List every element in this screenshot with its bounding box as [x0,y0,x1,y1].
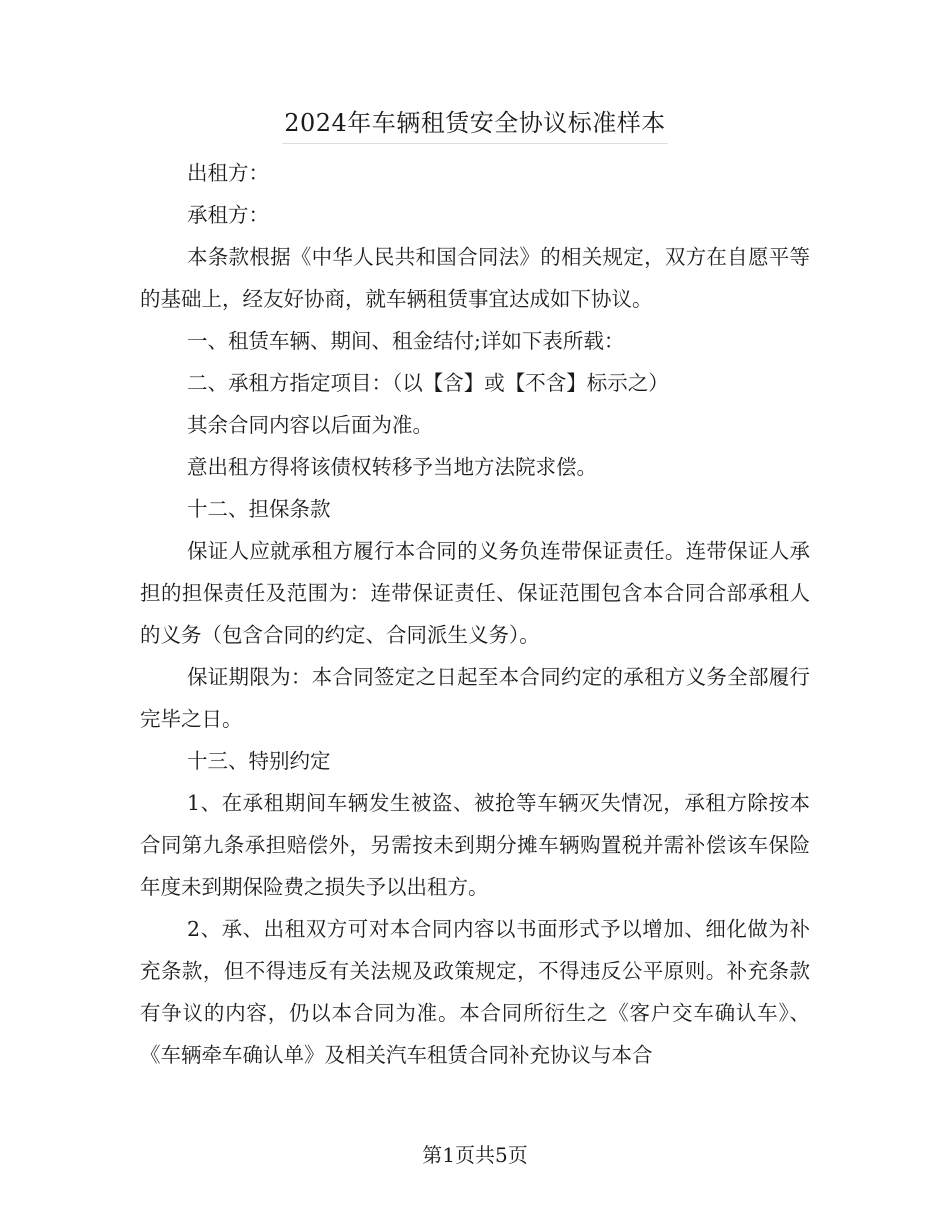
paragraph-guarantee: 保证人应就承租方履行本合同的义务负连带保证责任。连带保证人承担的担保责任及范围为：连带保证责任、保证范围包含本合同合部承租人的义务（包含合同的约定、合同派生义务）。 [140,539,810,647]
paragraph-special-1: 1、在承租期间车辆发生被盗、被抢等车辆灭失情况，承租方除按本合同第九条承担赔偿外，另需按未到期分摊车辆购置税并需补偿该车保险年度未到期保险费之损失予以出租方。 [140,791,810,899]
paragraph-section-2: 二、承租方指定项目：（以【含】或【不含】标示之） [187,371,669,395]
paragraph-special-2: 2、承、出租双方可对本合同内容以书面形式予以增加、细化做为补充条款，但不得违反有关法规及政策规定，不得违反公平原则。补充条款有争议的内容，仍以本合同为准。本合同所衍生之《客户交车确认车》、《车辆牵车确认单》及相关汽车租赁合同补充协议与本合 [140,917,810,1067]
document-title-text: 2024年车辆租赁安全协议标准样本 [282,103,668,144]
paragraph-claim-transfer: 意出租方得将该债权转移予当地方法院求偿。 [187,455,597,479]
page-number-footer: 第1页共5页 [422,1143,528,1167]
document-body [140,152,810,1076]
paragraph-lessor: 出租方： [187,161,269,185]
paragraph-preamble: 本条款根据《中华人民共和国合同法》的相关规定，双方在自愿平等的基础上，经友好协商，就车辆租赁事宜达成如下协议。 [140,245,810,311]
document-title [0,103,950,144]
paragraph-guarantee-period: 保证期限为：本合同签定之日起至本合同约定的承租方义务全部履行完毕之日。 [140,665,810,731]
heading-section-13: 十三、特别约定 [187,749,331,773]
paragraph-section-1: 一、租赁车辆、期间、租金结付;详如下表所载： [187,329,625,353]
paragraph-lessee: 承租方： [187,203,269,227]
heading-section-12: 十二、担保条款 [187,497,331,521]
paragraph-other-content: 其余合同内容以后面为准。 [187,413,433,437]
